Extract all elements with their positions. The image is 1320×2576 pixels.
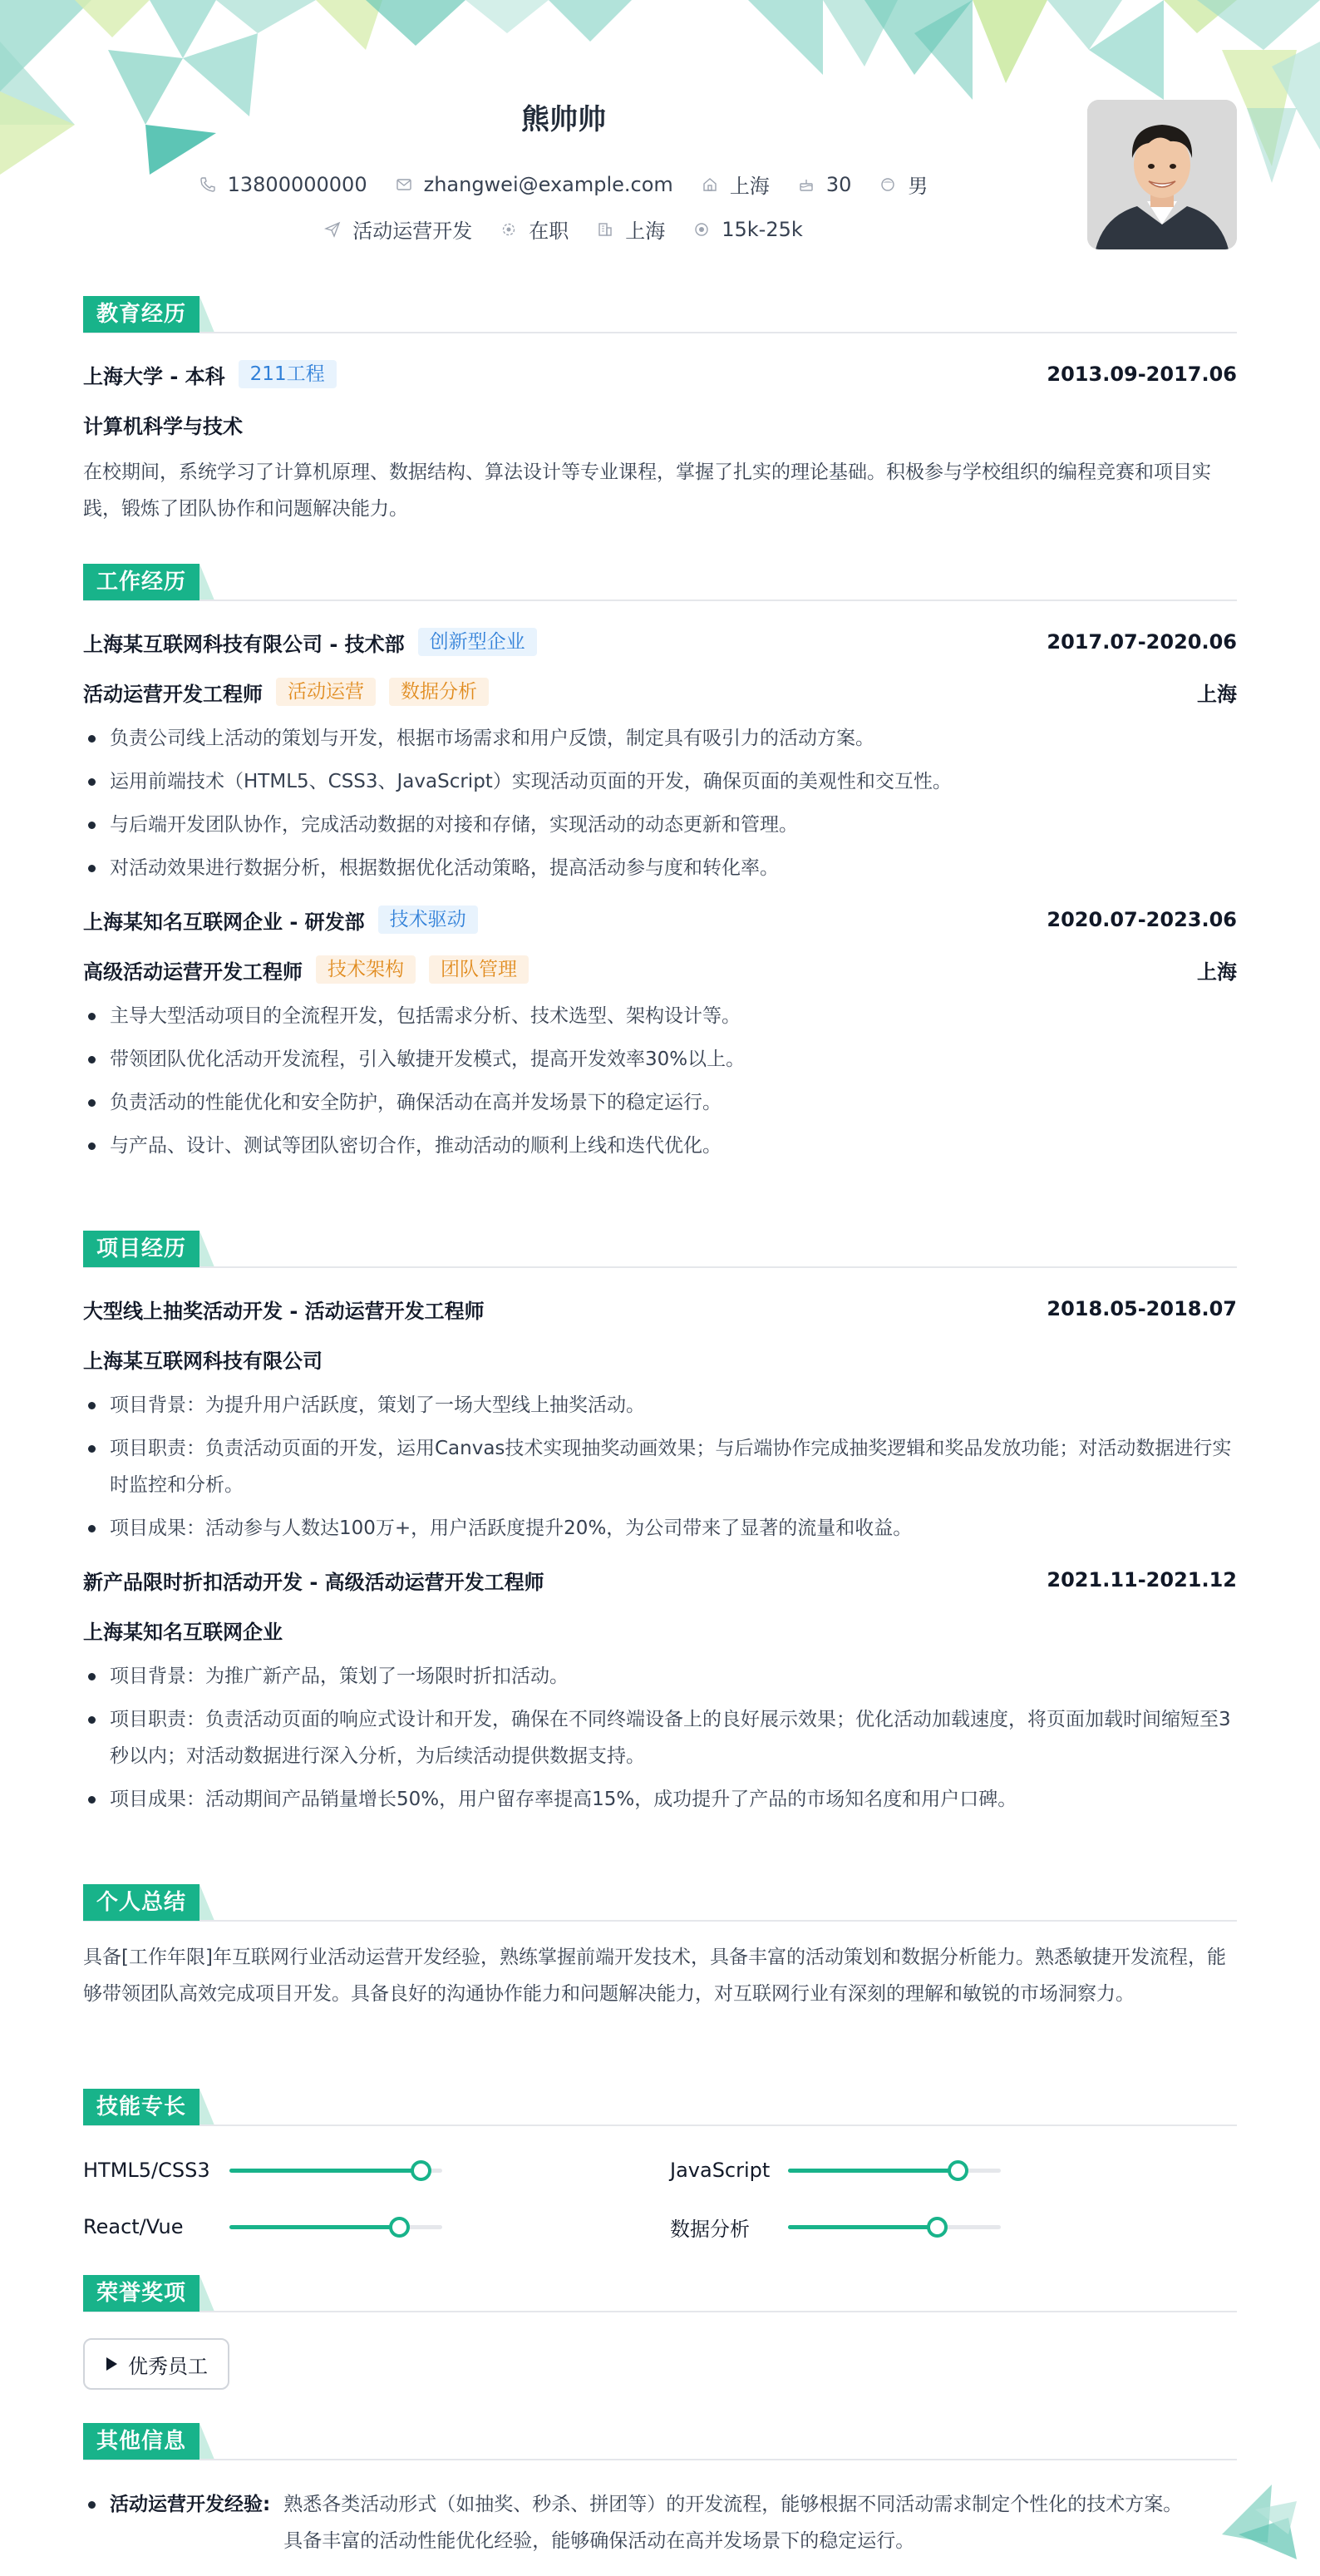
expected-salary — [693, 218, 803, 241]
section-title: 其他信息 — [83, 2423, 199, 2460]
job-city: 上海 — [1197, 960, 1237, 984]
skill-level-fill — [229, 2169, 421, 2173]
skill-level-bar — [788, 2169, 1001, 2173]
contact-row-1 — [83, 170, 1044, 199]
company-tag: 创新型企业 — [418, 628, 537, 656]
section-summary — [83, 1884, 1237, 2012]
section-title: 工作经历 — [83, 564, 199, 600]
home-icon — [702, 176, 718, 193]
project-title-row — [83, 1292, 1237, 1325]
major-name: 计算机科学与技术 — [83, 414, 243, 438]
section-header — [83, 2275, 1237, 2312]
job-role: 高级活动运营开发工程师 — [83, 960, 303, 984]
list-item: 与产品、设计、测试等团队密切合作，推动活动的顺利上线和迭代优化。 — [83, 1128, 1237, 1164]
list-item: 负责公司线上活动的策划与开发，根据市场需求和用户反馈，制定具有吸引力的活动方案。 — [83, 720, 1237, 757]
list-item: 负责活动的性能优化和安全防护，确保活动在高并发场景下的稳定运行。 — [83, 1084, 1237, 1121]
project-title-row — [83, 1563, 1237, 1596]
project-period: 2018.05-2018.07 — [1047, 1297, 1237, 1320]
section-divider — [83, 600, 1237, 601]
send-icon — [324, 221, 341, 238]
section-title-decoration — [199, 2423, 214, 2460]
list-item: 项目成果：活动参与人数达100万+，用户活跃度提升20%，为公司带来了显著的流量和收益。 — [83, 1510, 1237, 1547]
section-title-decoration — [199, 1884, 214, 1921]
job-duties — [83, 720, 1237, 886]
contact-gender-text: 男 — [908, 175, 928, 198]
candidate-name: 熊帅帅 — [521, 103, 606, 136]
skill-item — [670, 2155, 1001, 2185]
award-badge[interactable] — [83, 2338, 229, 2390]
project-entry — [83, 1292, 1237, 1547]
school-name: 上海大学 - 本科 — [83, 364, 225, 388]
award-label: 优秀员工 — [128, 2354, 208, 2378]
section-header — [83, 1231, 1237, 1267]
job-role-row — [83, 953, 1237, 986]
employment-status-text: 在职 — [529, 220, 569, 243]
section-title-decoration — [199, 296, 214, 333]
building-icon — [597, 221, 613, 238]
skill-item — [83, 2155, 442, 2185]
skill-name: HTML5/CSS3 — [83, 2159, 210, 2182]
skill-name: React/Vue — [83, 2215, 184, 2238]
skill-item — [83, 2212, 442, 2242]
job-period: 2020.07-2023.06 — [1047, 908, 1237, 931]
project-entry — [83, 1563, 1237, 1818]
company-tag: 技术驱动 — [378, 906, 478, 934]
other-info-value — [283, 2486, 1182, 2559]
section-title: 荣誉奖项 — [83, 2275, 199, 2312]
contact-email-text: zhangwei@example.com — [423, 172, 673, 196]
avatar-portrait — [1087, 100, 1237, 249]
target-city — [597, 215, 665, 244]
section-education — [83, 296, 1237, 527]
project-period: 2021.11-2021.12 — [1047, 1568, 1237, 1591]
job-city: 上海 — [1197, 682, 1237, 706]
section-title: 个人总结 — [83, 1884, 199, 1921]
job-intention-text: 活动运营开发 — [352, 220, 473, 243]
project-details — [83, 1658, 1237, 1818]
other-info-line: 具备丰富的活动性能优化经验，能够确保活动在高并发场景下的稳定运行。 — [283, 2530, 915, 2552]
project-details — [83, 1387, 1237, 1547]
list-item: 主导大型活动项目的全流程开发，包括需求分析、技术选型、架构设计等。 — [83, 998, 1237, 1034]
salary-icon — [693, 221, 710, 238]
list-item: 与后端开发团队协作，完成活动数据的对接和存储，实现活动的动态更新和管理。 — [83, 807, 1237, 843]
contact-location-text: 上海 — [729, 175, 770, 198]
contact-gender — [879, 170, 928, 199]
role-tag: 团队管理 — [429, 955, 529, 984]
job-role-row — [83, 675, 1237, 708]
skill-item — [670, 2212, 1001, 2242]
project-company-row — [83, 1342, 1237, 1375]
list-item: 项目背景：为推广新产品，策划了一场限时折扣活动。 — [83, 1658, 1237, 1695]
section-divider — [83, 332, 1237, 333]
skill-level-bar — [229, 2169, 442, 2173]
skill-level-fill — [788, 2225, 937, 2229]
list-item: 项目职责：负责活动页面的开发，运用Canvas技术实现抽奖动画效果；与后端协作完成抽奖逻辑和奖品发放功能；对活动数据进行实时监控和分析。 — [83, 1430, 1237, 1503]
section-other — [83, 2423, 1237, 2559]
section-title: 教育经历 — [83, 296, 199, 333]
avatar — [1087, 100, 1237, 249]
skill-level-fill — [229, 2225, 400, 2229]
list-item: 项目成果：活动期间产品销量增长50%，用户留存率提高15%，成功提升了产品的市场知名度和用户口碑。 — [83, 1781, 1237, 1818]
project-company: 上海某互联网科技有限公司 — [83, 1349, 323, 1373]
job-period: 2017.07-2020.06 — [1047, 630, 1237, 654]
job-entry — [83, 625, 1237, 886]
job-intention — [324, 215, 472, 244]
section-header — [83, 2423, 1237, 2460]
contact-age — [798, 173, 852, 196]
section-work — [83, 564, 1237, 1164]
project-name: 大型线上抽奖活动开发 - 活动运营开发工程师 — [83, 1299, 485, 1323]
section-divider — [83, 2311, 1237, 2312]
target-city-text: 上海 — [625, 220, 666, 243]
skill-level-knob — [411, 2160, 431, 2181]
contact-phone — [199, 173, 367, 196]
job-company-row — [83, 903, 1237, 936]
section-divider — [83, 2124, 1237, 2126]
education-description: 在校期间，系统学习了计算机原理、数据结构、算法设计等专业课程，掌握了扎实的理论基础。积极参与学校组织的编程竞赛和项目实践，锻炼了团队协作和问题解决能力。 — [83, 461, 1211, 520]
job-role: 活动运营开发工程师 — [83, 682, 263, 706]
section-header — [83, 296, 1237, 333]
contact-age-text: 30 — [825, 172, 852, 196]
skill-level-bar — [229, 2225, 442, 2229]
list-item: 对活动效果进行数据分析，根据数据优化活动策略，提高活动参与度和转化率。 — [83, 850, 1237, 886]
section-title-decoration — [199, 1231, 214, 1267]
skill-level-knob — [948, 2160, 968, 2181]
status-icon — [500, 221, 517, 238]
section-projects — [83, 1231, 1237, 1818]
skill-level-bar — [788, 2225, 1001, 2229]
gender-icon — [879, 176, 896, 193]
section-title: 项目经历 — [83, 1231, 199, 1267]
contact-row-2 — [83, 215, 1044, 244]
play-icon — [105, 2356, 118, 2371]
summary-text: 具备[工作年限]年互联网行业活动运营开发经验，熟练掌握前端开发技术，具备丰富的活动策划和数据分析能力。熟悉敏捷开发流程，能够带领团队高效完成项目开发。具备良好的沟通协作能力和问题解决能力，对互联网行业有深刻的理解和敏锐的市场洞察力。 — [83, 1947, 1226, 2005]
section-divider — [83, 2459, 1237, 2460]
employment-status — [500, 215, 569, 244]
skill-name: 数据分析 — [670, 2217, 750, 2241]
cake-icon — [798, 176, 815, 193]
skill-level-knob — [389, 2217, 410, 2238]
list-item: 项目背景：为提升用户活跃度，策划了一场大型线上抽奖活动。 — [83, 1387, 1237, 1424]
mail-icon — [396, 176, 412, 193]
section-divider — [83, 1920, 1237, 1922]
skill-level-knob — [927, 2217, 948, 2238]
list-item: 带领团队优化活动开发流程，引入敏捷开发模式，提高开发效率30%以上。 — [83, 1041, 1237, 1078]
education-period: 2013.09-2017.06 — [1047, 363, 1237, 386]
other-info-item — [83, 2486, 1237, 2559]
contact-phone-text: 13800000000 — [227, 172, 367, 196]
list-item: 项目职责：负责活动页面的响应式设计和开发，确保在不同终端设备上的良好展示效果；优化活动加载速度，将页面加载时间缩短至3秒以内；对活动数据进行深入分析，为后续活动提供数据支持。 — [83, 1701, 1237, 1774]
section-divider — [83, 1266, 1237, 1268]
school-tag: 211工程 — [239, 360, 337, 388]
section-title-decoration — [199, 2089, 214, 2125]
project-company: 上海某知名互联网企业 — [83, 1620, 283, 1644]
role-tag: 技术架构 — [316, 955, 416, 984]
skill-name: JavaScript — [670, 2159, 771, 2182]
section-title: 技能专长 — [83, 2089, 199, 2125]
section-skills — [83, 2089, 1237, 2241]
list-item: 运用前端技术（HTML5、CSS3、JavaScript）实现活动页面的开发，确保页面的美观性和交互性。 — [83, 763, 1237, 800]
company-name: 上海某知名互联网企业 - 研发部 — [83, 910, 365, 934]
major-row — [83, 407, 1237, 441]
role-tag: 活动运营 — [276, 678, 376, 706]
job-company-row — [83, 625, 1237, 659]
project-name: 新产品限时折扣活动开发 - 高级活动运营开发工程师 — [83, 1570, 544, 1594]
project-company-row — [83, 1613, 1237, 1646]
company-name: 上海某互联网科技有限公司 - 技术部 — [83, 632, 405, 656]
section-header — [83, 2089, 1237, 2125]
job-duties — [83, 998, 1237, 1164]
contact-email — [396, 173, 673, 196]
education-row — [83, 358, 1237, 391]
section-title-decoration — [199, 564, 214, 600]
section-awards — [83, 2275, 1237, 2390]
section-header — [83, 1884, 1237, 1921]
contact-location — [702, 170, 770, 199]
awards-list — [83, 2338, 1237, 2390]
section-header — [83, 564, 1237, 600]
job-entry — [83, 903, 1237, 1164]
role-tag: 数据分析 — [389, 678, 489, 706]
section-title-decoration — [199, 2275, 214, 2312]
expected-salary-text: 15k-25k — [722, 217, 803, 241]
other-info-line: 熟悉各类活动形式（如抽奖、秒杀、拼团等）的开发流程，能够根据不同活动需求制定个性化的技术方案。 — [283, 2494, 1183, 2515]
phone-icon — [199, 176, 216, 193]
skill-level-fill — [788, 2169, 958, 2173]
other-info-key: 活动运营开发经验: — [83, 2486, 270, 2559]
